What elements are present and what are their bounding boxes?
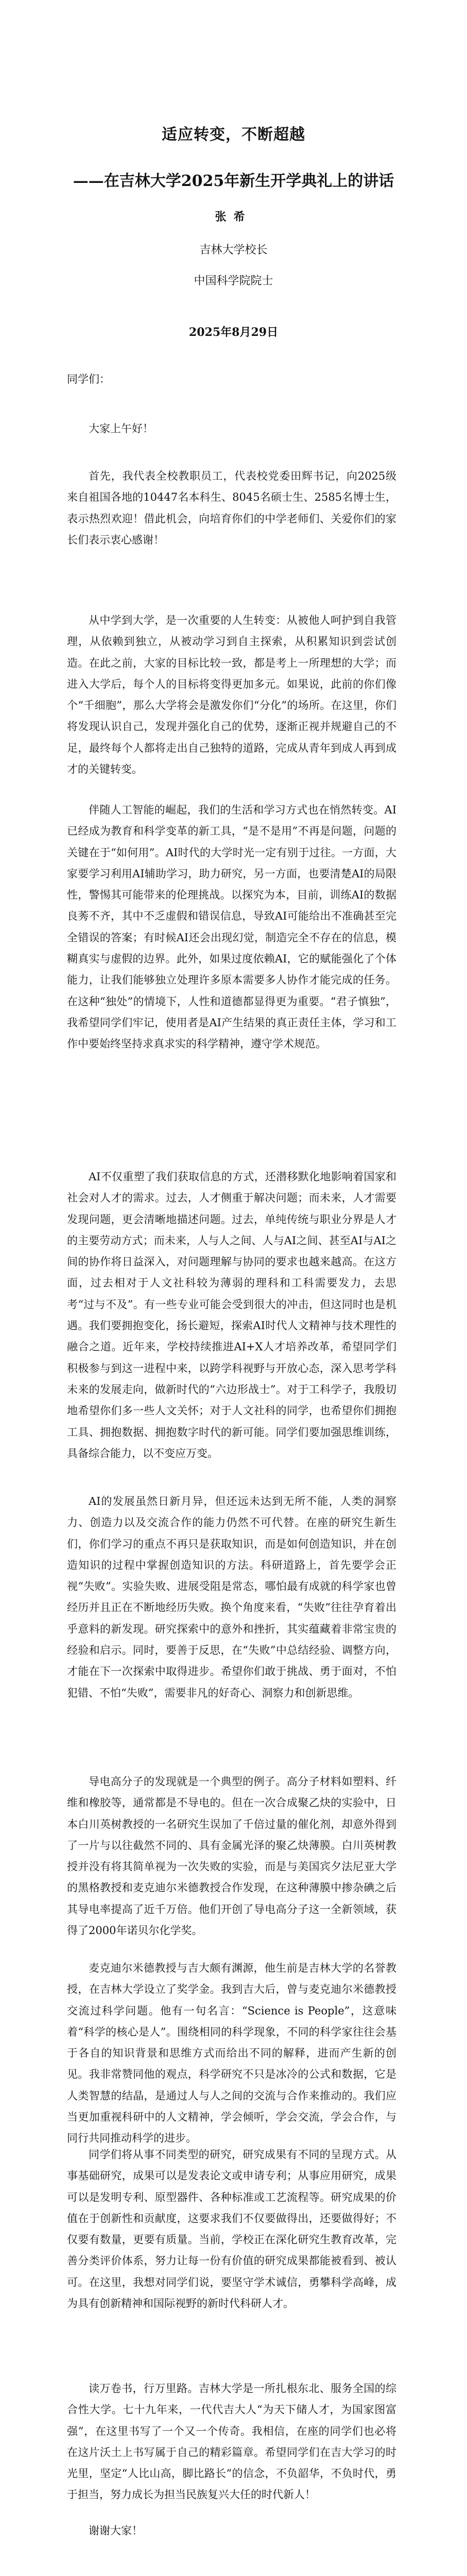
author-title: 中国科学院院士 xyxy=(194,275,273,287)
salutation: 同学们： xyxy=(67,373,110,385)
paragraph-thanks: 谢谢大家！ xyxy=(89,2524,143,2537)
paragraph-research-failure: AI的发展虽然日新月异，但还远未达到无所不能，人类的洞察力、创造力以及交流合作的能力仍然不可代替。在座的研究生新生们，你们学习的重点不再只是获取知识，而是如何创造知识，并在创造知识的过程中掌握创造知识的方法。科研道路上，首先要学会正视“失败”。实验失败、进展受阻是常态，哪怕最有成就的科学家也曾经历并且正在不断地经历失败。换个角度来看，“失败”往往孕育着出乎意料的新发现。研究探索中的意外和挫折，其实蕴藏着非常宝贵的经验和启示。同时，要善于反思，在“失败”中总结经验、调整方向，才能在下一次探索中取得进步。希望你们敢于挑战、勇于面对，不怕犯错、不怕“失败”，需要非凡的好奇心、洞察力和创新思维。 xyxy=(67,1495,396,1699)
paragraph-greeting: 大家上午好！ xyxy=(89,422,153,435)
paragraph-ai-talent: AI不仅重塑了我们获取信息的方式，还潜移默化地影响着国家和社会对人才的需求。过去，人才侧重于解决问题；而未来，人才需要发现问题，更会清晰地描述问题。过去，单纯传统与职业分界是人才的主要劳动方式；而未来，人与人之间、人与AI之间、甚至AI与AI之间的协作将日益深入，对问题理解与协同的要求也越来越高。在这方面，过去相对于人文社科较为薄弱的理科和工科需要发力，去思考“过与不及”。有一些专业可能会受到很大的冲击，但这同时也是机遇。我们要拥抱变化，扬长避短，探索AI时代人文精神与技术理性的融合之道。近年来，学校持续推进AI+X人才培养改革，希望同学们积极参与到这一进程中来，以跨学科视野与开放心态，深入思考学科未来的发展走向，做新时代的“六边形战士”。对于工科学子，我殷切地希望你们多一些人文关怀；对于人文社科的同学，也希望你们拥抱工具、拥抱数据、拥抱数字时代的新可能。同学们要加强思维训练，具备综合能力，以不变应万变。 xyxy=(67,1171,396,1460)
speech-subtitle: ——在吉林大学2025年新生开学典礼上的讲话 xyxy=(73,172,394,190)
author-role: 吉林大学校长 xyxy=(199,244,268,257)
paragraph-conductive-polymer: 导电高分子的发现就是一个典型的例子。高分子材料如塑料、纤维和橡胶等，通常都是不导电的。但在一次合成聚乙炔的实验中，日本白川英树教授的一名研究生误加了千倍过量的催化剂，却意外得到了一片与以往截然不同的、具有金属光泽的聚乙炔薄膜。白川英树教授并没有将其简单视为一次失败的实验，而是与美国宾夕法尼亚大学的黑格教授和麦克迪尔米德教授合作发现，在这种薄膜中掺杂碘之后其导电率提高了近千万倍。他们开创了导电高分子这一全新领域，获得了2000年诺贝尔化学奖。 xyxy=(67,1775,396,1937)
speech-title: 适应转变，不断超越 xyxy=(162,126,305,144)
author-name: 张希 xyxy=(215,210,252,224)
paragraph-conclusion: 读万卷书，行万里路。吉林大学是一所扎根东北、服务全国的综合性大学。七十九年来，一代代吉大人“为天下储人才，为国家图富强”，在这里书写了一个又一个传奇。我相信，在座的同学们也必将在这片沃土上书写属于自己的精彩篇章。希望同学们在吉大学习的时光里，坚定“人比山高，脚比路长”的信念，不负韶华，不负时代，勇于担当，努力成长为担当民族复兴大任的时代新人！ xyxy=(67,2382,396,2501)
paragraph-research-output: 同学们将从事不同类型的研究，研究成果有不同的呈现方式。从事基础研究，成果可以是发表论文或申请专利；从事应用研究，成果可以是发明专利、原型器件、各种标准或工艺流程等。研究成果的价值在于创新性和贡献度，这要求我们不仅要做得出，还要做得好；不仅要有数量，更要有质量。当前，学校正在深化研究生教育改革，完善分类评价体系，努力让每一份有价值的研究成果都能被看到、被认可。在这里，我想对同学们说，要坚守学术诚信，勇攀科学高峰，成为具有创新精神和国际视野的新时代科研人才。 xyxy=(67,2148,396,2310)
paragraph-welcome: 首先，我代表全校教职员工，代表校党委田辉书记，向2025级来自祖国各地的10447名本科生、8045名硕士生、2585名博士生，表示热烈欢迎！借此机会，向培育你们的中学老师们、关爱你们的家长们表示衷心感谢！ xyxy=(67,470,396,546)
paragraph-science-is-people: 麦克迪尔米德教授与吉大颇有渊源，他生前是吉林大学的名誉教授，在吉林大学设立了奖学金。我到吉大后，曾与麦克迪尔米德教授交流过科学问题。他有一句名言：“Science is People”，这意味着“科学的核心是人”。围绕相同的科学现象，不同的科学家往往会基于各自的知识背景和思维方式而给出不同的解释，进而产生新的创见。我非常赞同他的观点，科学研究不只是冰冷的公式和数据，它是人类智慧的结晶，是通过人与人之间的交流与合作来推动的。我们应当更加重视科研中的人文精神，学会倾听，学会交流，学会合作，与同行共同推动科学的进步。 xyxy=(67,1962,396,2145)
paragraph-ai-learning: 伴随人工智能的崛起，我们的生活和学习方式也在悄然转变。AI已经成为教育和科学变革的新工具，“是不是用”不再是问题，问题的关键在于“如何用”。AI时代的大学时光一定有别于过往。一方面，大家要学习利用AI辅助学习，助力研究，另一方面，也要清楚AI的局限性，警惕其可能带来的伦理挑战。以探究为本，目前，训练AI的数据良莠不齐，其中不乏虚假和错误信息，导致AI可能给出不准确甚至完全错误的答案；有时候AI还会出现幻觉，制造完全不存在的信息，模糊真实与虚假的边界。此外，如果过度依赖AI，它的赋能强化了个体能力，让我们能够独立处理许多原本需要多人协作才能完成的任务。在这种“独处”的情境下，人性和道德都显得更为重要。“君子慎独”，我希望同学们牢记，使用者是AI产生结果的真正责任主体，学习和工作中要始终坚持求真求实的科学精神，遵守学术规范。 xyxy=(67,804,396,1050)
speech-date: 2025年8月29日 xyxy=(188,326,279,339)
paragraph-transition: 从中学到大学，是一次重要的人生转变：从被他人呵护到自我管理，从依赖到独立，从被动学习到自主探索，从积累知识到尝试创造。在此之前，大家的目标比较一致，都是考上一所理想的大学；而进入大学后，每个人的目标将变得更加多元。如果说，此前的你们像个“千细胞”，那么大学将会是激发你们“分化”的场所。在这里，你们将发现认识自己，发现并强化自己的优势，逐渐正视并规避自己的不足，最终每个人都将走出自己独特的道路，完成从青年到成人再到成才的关键转变。 xyxy=(67,614,396,776)
